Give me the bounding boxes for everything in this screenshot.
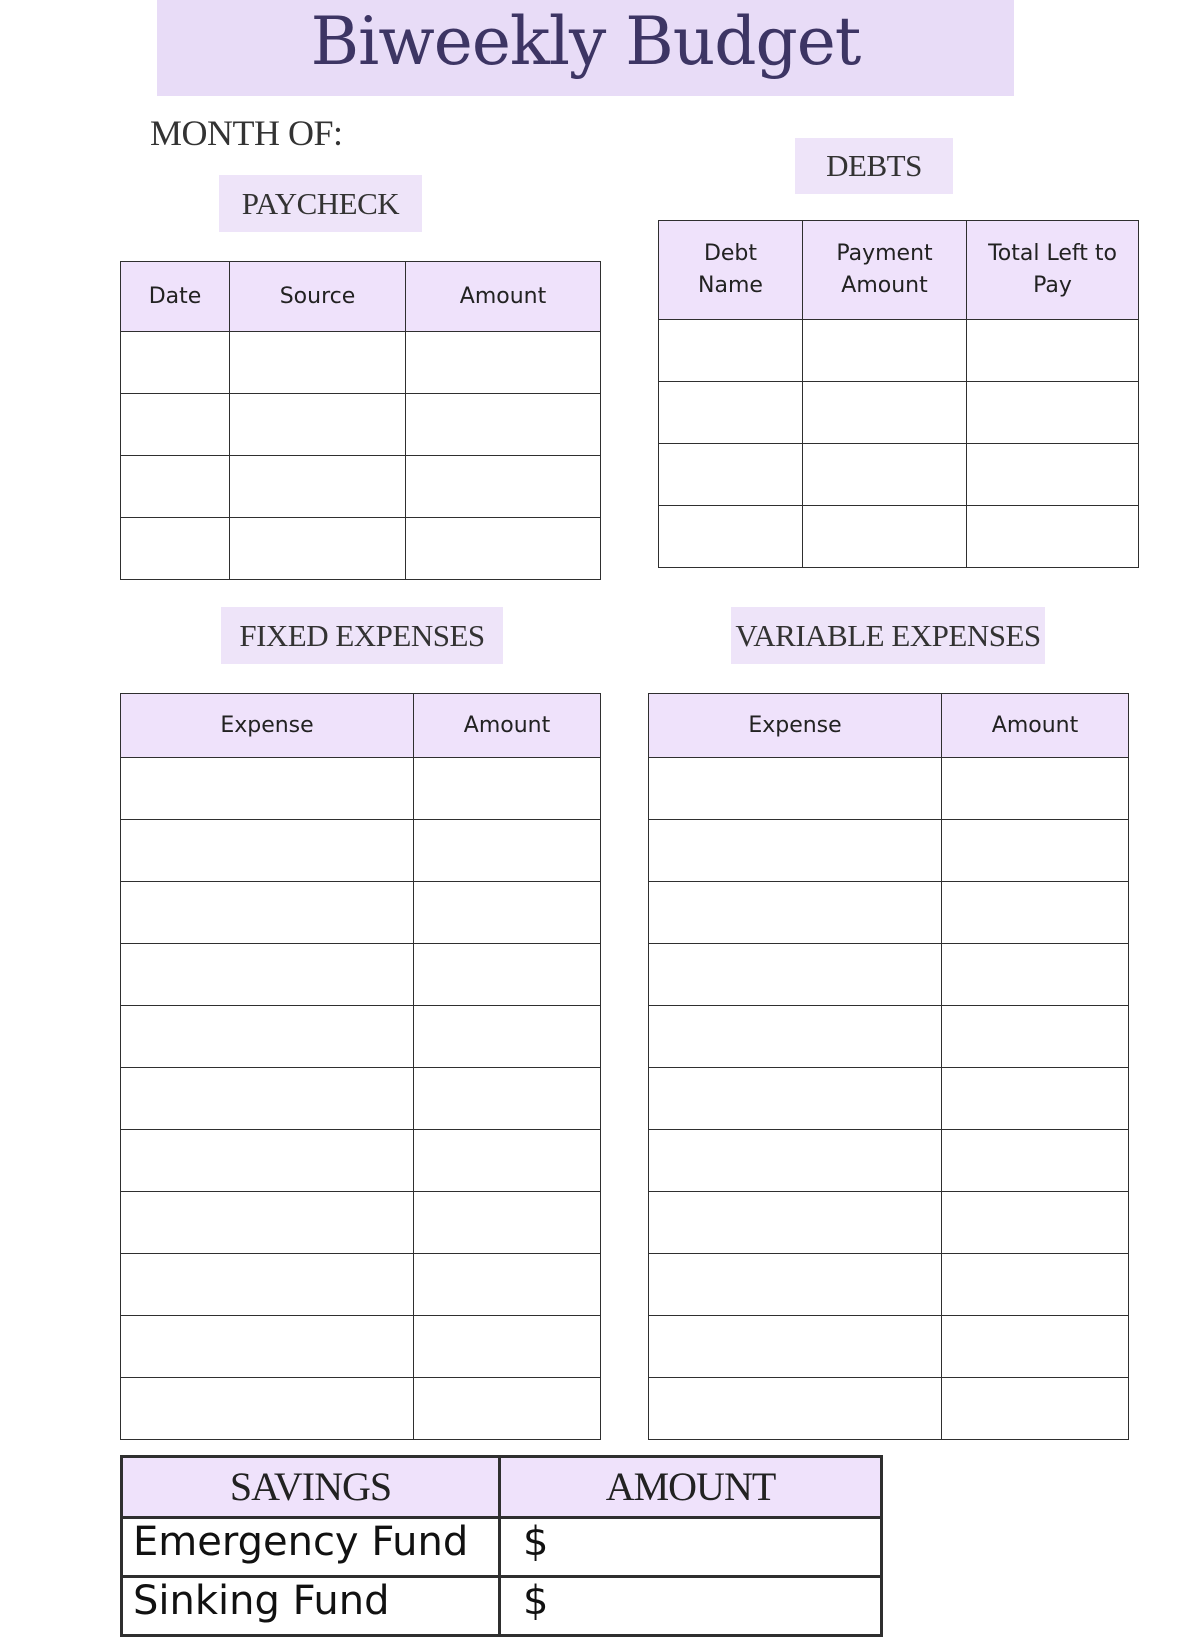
table-row (649, 1006, 1129, 1068)
expense-cell[interactable] (121, 1006, 414, 1068)
column-header-amount: Amount (414, 694, 601, 758)
expense-cell[interactable] (121, 758, 414, 820)
column-header-amount: Amount (406, 262, 601, 332)
table-row (121, 1316, 601, 1378)
debts-heading: DEBTS (795, 138, 953, 194)
table-row (649, 820, 1129, 882)
expense-cell[interactable] (649, 1316, 942, 1378)
amount-cell[interactable] (406, 394, 601, 456)
column-header-source: Source (230, 262, 406, 332)
table-row (121, 1068, 601, 1130)
savings-name-cell (122, 1577, 500, 1636)
amount-cell[interactable] (414, 1006, 601, 1068)
amount-cell[interactable] (414, 820, 601, 882)
amount-cell[interactable] (414, 758, 601, 820)
amount-cell[interactable] (414, 1378, 601, 1440)
payment-amount-cell[interactable] (803, 382, 967, 444)
table-row (121, 1130, 601, 1192)
table-row (649, 1316, 1129, 1378)
table-row (649, 1130, 1129, 1192)
table-row (649, 882, 1129, 944)
table-row (121, 394, 601, 456)
table-row (659, 506, 1139, 568)
amount-cell[interactable] (414, 1192, 601, 1254)
date-cell[interactable] (121, 518, 230, 580)
fixed-expenses-table (120, 693, 601, 1440)
table-row (121, 820, 601, 882)
date-cell[interactable] (121, 456, 230, 518)
table-row (649, 1192, 1129, 1254)
table-row (659, 320, 1139, 382)
payment-amount-cell[interactable] (803, 444, 967, 506)
amount-cell[interactable] (942, 1254, 1129, 1316)
debt-name-cell[interactable] (659, 444, 803, 506)
amount-cell[interactable] (414, 944, 601, 1006)
savings-amount-cell[interactable] (500, 1577, 882, 1636)
table-row (121, 456, 601, 518)
savings-table (120, 1455, 883, 1637)
expense-cell[interactable] (121, 1192, 414, 1254)
variable-expenses-table (648, 693, 1129, 1440)
table-row (121, 1378, 601, 1440)
date-cell[interactable] (121, 394, 230, 456)
debt-name-cell[interactable] (659, 320, 803, 382)
debt-name-cell[interactable] (659, 506, 803, 568)
amount-cell[interactable] (414, 1130, 601, 1192)
fixed-expenses-heading: FIXED EXPENSES (221, 607, 503, 664)
variable-expenses-heading: VARIABLE EXPENSES (731, 607, 1045, 664)
debts-header-row (659, 221, 1139, 320)
amount-cell[interactable] (942, 882, 1129, 944)
total-left-cell[interactable] (967, 506, 1139, 568)
expense-cell[interactable] (649, 758, 942, 820)
expense-cell[interactable] (121, 882, 414, 944)
table-row (659, 382, 1139, 444)
expense-cell[interactable] (649, 1254, 942, 1316)
column-header-total-left: Total Left to Pay (967, 221, 1139, 320)
savings-amount: $ (523, 1519, 549, 1565)
source-cell[interactable] (230, 394, 406, 456)
table-row (649, 758, 1129, 820)
amount-cell[interactable] (942, 1130, 1129, 1192)
amount-cell[interactable] (414, 1316, 601, 1378)
paycheck-table (120, 261, 601, 580)
amount-cell[interactable] (406, 456, 601, 518)
amount-cell[interactable] (942, 1378, 1129, 1440)
date-cell[interactable] (121, 332, 230, 394)
expense-cell[interactable] (121, 944, 414, 1006)
expense-cell[interactable] (649, 1378, 942, 1440)
column-header-expense: Expense (121, 694, 414, 758)
total-left-cell[interactable] (967, 382, 1139, 444)
amount-cell[interactable] (942, 758, 1129, 820)
total-left-cell[interactable] (967, 320, 1139, 382)
column-header-date: Date (121, 262, 230, 332)
table-row (121, 1192, 601, 1254)
table-row (649, 1254, 1129, 1316)
expense-cell[interactable] (649, 1068, 942, 1130)
table-row (121, 518, 601, 580)
table-row (121, 332, 601, 394)
column-header-debt-name: Debt Name (659, 221, 803, 320)
amount-cell[interactable] (942, 1068, 1129, 1130)
variable-header-row (649, 694, 1129, 758)
expense-cell[interactable] (121, 1068, 414, 1130)
amount-cell[interactable] (942, 1006, 1129, 1068)
expense-cell[interactable] (649, 820, 942, 882)
table-row (121, 1006, 601, 1068)
source-cell[interactable] (230, 518, 406, 580)
table-row (121, 944, 601, 1006)
title-banner (157, 0, 1014, 96)
table-row (121, 758, 601, 820)
expense-cell[interactable] (121, 1254, 414, 1316)
paycheck-heading: PAYCHECK (219, 175, 422, 232)
savings-name: Emergency Fund (133, 1519, 469, 1565)
table-row (121, 1254, 601, 1316)
column-header-amount: AMOUNT (500, 1457, 882, 1518)
table-row (649, 944, 1129, 1006)
amount-cell[interactable] (414, 1068, 601, 1130)
amount-cell[interactable] (414, 1254, 601, 1316)
expense-cell[interactable] (649, 882, 942, 944)
table-row (649, 1378, 1129, 1440)
savings-amount: $ (523, 1578, 549, 1624)
table-row (122, 1577, 882, 1636)
page-title: Biweekly Budget (310, 2, 861, 80)
total-left-cell[interactable] (967, 444, 1139, 506)
payment-amount-cell[interactable] (803, 320, 967, 382)
expense-cell[interactable] (649, 944, 942, 1006)
savings-name: Sinking Fund (133, 1578, 390, 1624)
expense-cell[interactable] (649, 1006, 942, 1068)
expense-cell[interactable] (121, 1316, 414, 1378)
amount-cell[interactable] (942, 1316, 1129, 1378)
expense-cell[interactable] (649, 1192, 942, 1254)
column-header-expense: Expense (649, 694, 942, 758)
table-row (122, 1518, 882, 1577)
savings-name-cell (122, 1518, 500, 1577)
expense-cell[interactable] (649, 1130, 942, 1192)
savings-amount-cell[interactable] (500, 1518, 882, 1577)
table-row (659, 444, 1139, 506)
column-header-payment-amount: Payment Amount (803, 221, 967, 320)
amount-cell[interactable] (406, 332, 601, 394)
expense-cell[interactable] (121, 820, 414, 882)
expense-cell[interactable] (121, 1378, 414, 1440)
amount-cell[interactable] (942, 1192, 1129, 1254)
payment-amount-cell[interactable] (803, 506, 967, 568)
fixed-header-row (121, 694, 601, 758)
debts-table (658, 220, 1139, 568)
amount-cell[interactable] (942, 944, 1129, 1006)
savings-header-row (122, 1457, 882, 1518)
amount-cell[interactable] (406, 518, 601, 580)
debt-name-cell[interactable] (659, 382, 803, 444)
source-cell[interactable] (230, 456, 406, 518)
month-of-label: MONTH OF: (150, 113, 343, 153)
expense-cell[interactable] (121, 1130, 414, 1192)
column-header-savings: SAVINGS (122, 1457, 500, 1518)
amount-cell[interactable] (414, 882, 601, 944)
source-cell[interactable] (230, 332, 406, 394)
table-row (649, 1068, 1129, 1130)
paycheck-header-row (121, 262, 601, 332)
column-header-amount: Amount (942, 694, 1129, 758)
amount-cell[interactable] (942, 820, 1129, 882)
table-row (121, 882, 601, 944)
